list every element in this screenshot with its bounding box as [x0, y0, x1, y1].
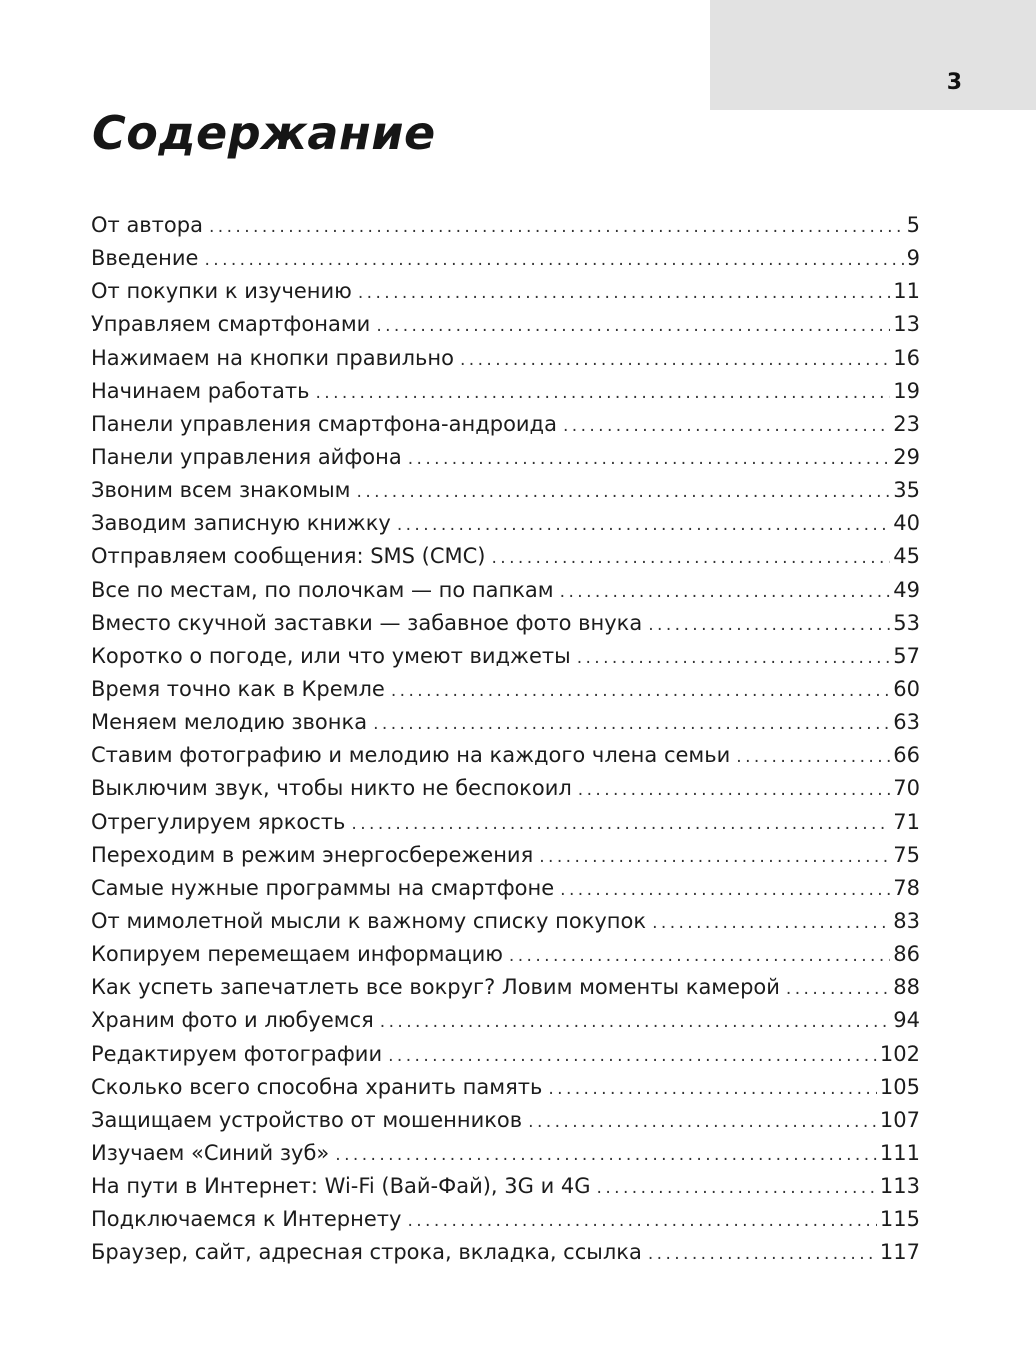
toc-entry[interactable]	[91, 607, 920, 640]
toc-entry[interactable]	[91, 308, 920, 341]
toc-entry[interactable]	[91, 1071, 920, 1104]
toc-entry[interactable]	[91, 507, 920, 540]
toc-entry-title: Защищаем устройство от мошенников	[91, 1107, 523, 1132]
toc-entry[interactable]	[91, 1104, 920, 1137]
dot-leader	[528, 1106, 877, 1137]
toc-entry-title: Как успеть запечатлеть все вокруг? Ловим моменты камерой	[91, 975, 780, 1000]
toc-entry-title: Копируем перемещаем информацию	[91, 942, 503, 967]
toc-entry-page-number: 88	[893, 975, 920, 1000]
dot-leader	[204, 244, 903, 275]
toc-entry[interactable]	[91, 474, 920, 507]
dot-leader	[560, 874, 890, 905]
toc-entry-title: Выключим звук, чтобы никто не беспокоил	[91, 776, 572, 801]
toc-entry-title: Отправляем сообщения: SMS (СМС)	[91, 544, 486, 569]
toc-entry[interactable]	[91, 640, 920, 673]
toc-entry-page-number: 5	[906, 213, 920, 237]
toc-entry-title: Переходим в режим энергосбережения	[91, 842, 534, 867]
toc-entry-page-number: 83	[893, 908, 920, 933]
toc-entry-page-number: 71	[893, 809, 920, 834]
toc-entry[interactable]	[91, 574, 920, 607]
toc-entry[interactable]	[91, 839, 920, 872]
toc-entry[interactable]	[91, 706, 920, 739]
toc-entry-title: Панели управления айфона	[91, 444, 402, 469]
dot-leader	[597, 1172, 877, 1203]
toc-entry-page-number: 105	[879, 1074, 920, 1099]
toc-entry-title: Самые нужные программы на смартфоне	[91, 875, 555, 900]
toc-entry[interactable]	[91, 1236, 920, 1269]
toc-entry[interactable]	[91, 242, 920, 275]
toc-entry-page-number: 70	[893, 776, 920, 801]
toc-entry-page-number: 75	[893, 842, 920, 867]
toc-entry-page-number: 78	[893, 875, 920, 900]
toc-entry-page-number: 63	[893, 710, 920, 735]
toc-entry-title: Введение	[91, 246, 199, 271]
toc-entry-title: Время точно как в Кремле	[91, 676, 385, 701]
toc-entry-page-number: 66	[893, 743, 920, 768]
dot-leader	[358, 277, 890, 308]
dot-leader	[648, 609, 890, 640]
dot-leader	[397, 509, 890, 540]
toc-entry-page-number: 16	[893, 345, 920, 370]
dot-leader	[335, 1139, 877, 1170]
toc-entry-title: Панели управления смартфона-андроида	[91, 411, 557, 436]
dot-leader	[539, 841, 890, 872]
toc-entry-title: Вместо скучной заставки — забавное фото внука	[91, 610, 643, 635]
toc-entry[interactable]	[91, 673, 920, 706]
toc-entry-page-number: 45	[893, 544, 920, 569]
toc-entry-page-number: 57	[893, 643, 920, 668]
toc-entry-page-number: 49	[893, 577, 920, 602]
toc-entry[interactable]	[91, 540, 920, 573]
toc-entry-title: Управляем смартфонами	[91, 312, 371, 337]
toc-entry[interactable]	[91, 408, 920, 441]
toc-entry-page-number: 9	[906, 246, 920, 271]
toc-entry-page-number: 102	[879, 1041, 920, 1066]
toc-entry-page-number: 23	[893, 411, 920, 436]
dot-leader	[563, 410, 890, 441]
toc-entry-title: Редактируем фотографии	[91, 1041, 383, 1066]
toc-entry-page-number: 40	[893, 511, 920, 536]
toc-entry-page-number: 53	[893, 610, 920, 635]
toc-entry[interactable]	[91, 209, 920, 242]
dot-leader	[388, 1040, 877, 1071]
toc-entry[interactable]	[91, 905, 920, 938]
toc-entry-page-number: 115	[879, 1207, 920, 1232]
toc-entry[interactable]	[91, 1170, 920, 1203]
dot-leader	[578, 774, 890, 805]
toc-entry[interactable]	[91, 1004, 920, 1037]
dot-leader	[577, 642, 891, 673]
toc-entry-title: Браузер, сайт, адресная строка, вкладка, ссылка	[91, 1240, 642, 1265]
table-of-contents	[91, 209, 920, 1270]
dot-leader	[492, 542, 891, 573]
toc-entry-page-number: 35	[893, 478, 920, 503]
toc-entry-page-number: 19	[893, 378, 920, 403]
dot-leader	[560, 576, 891, 607]
toc-entry-title: От мимолетной мысли к важному списку покупок	[91, 908, 647, 933]
toc-entry[interactable]	[91, 971, 920, 1004]
dot-leader	[652, 907, 890, 938]
toc-entry-title: Меняем мелодию звонка	[91, 710, 368, 735]
toc-entry-title: Звоним всем знакомым	[91, 478, 351, 503]
toc-entry-title: Начинаем работать	[91, 378, 310, 403]
toc-entry-title: Изучаем «Синий зуб»	[91, 1140, 330, 1165]
toc-entry[interactable]	[91, 342, 920, 375]
toc-entry-title: Отрегулируем яркость	[91, 809, 346, 834]
toc-entry[interactable]	[91, 1203, 920, 1236]
dot-leader	[786, 973, 890, 1004]
toc-entry-title: Ставим фотографию и мелодию на каждого члена семьи	[91, 743, 731, 768]
toc-entry-page-number: 111	[879, 1140, 920, 1165]
toc-entry-title: Коротко о погоде, или что умеют виджеты	[91, 643, 571, 668]
toc-entry-page-number: 86	[893, 942, 920, 967]
dot-leader	[357, 476, 891, 507]
toc-entry[interactable]	[91, 1137, 920, 1170]
toc-entry-title: Сколько всего способна хранить память	[91, 1074, 543, 1099]
toc-entry-title: Подключаемся к Интернету	[91, 1207, 402, 1232]
dot-leader	[373, 708, 890, 739]
toc-entry-page-number: 29	[893, 444, 920, 469]
dot-leader	[408, 443, 891, 474]
toc-entry[interactable]	[91, 1038, 920, 1071]
toc-entry[interactable]	[91, 275, 920, 308]
dot-leader	[407, 1205, 876, 1236]
toc-entry-title: Храним фото и любуемся	[91, 1008, 374, 1033]
toc-entry[interactable]	[91, 739, 920, 772]
toc-entry[interactable]	[91, 375, 920, 408]
toc-entry-title: От автора	[91, 213, 203, 237]
toc-entry-page-number: 113	[879, 1174, 920, 1199]
toc-entry-page-number: 94	[893, 1008, 920, 1033]
toc-entry[interactable]	[91, 441, 920, 474]
toc-entry-page-number: 107	[879, 1107, 920, 1132]
toc-entry-title: От покупки к изучению	[91, 279, 352, 304]
toc-entry[interactable]	[91, 772, 920, 805]
dot-leader	[391, 675, 890, 706]
toc-entry[interactable]	[91, 938, 920, 971]
toc-entry-page-number: 11	[893, 279, 920, 304]
dot-leader	[209, 211, 904, 242]
toc-entry[interactable]	[91, 806, 920, 839]
dot-leader	[315, 377, 890, 408]
page-number: 3	[946, 70, 962, 95]
page-title: Содержание	[92, 106, 436, 160]
dot-leader	[376, 310, 890, 341]
page-number-tab	[710, 0, 1036, 110]
dot-leader	[460, 344, 890, 375]
toc-entry-page-number: 60	[893, 676, 920, 701]
toc-entry-title: На пути в Интернет: Wi-Fi (Вай-Фай), 3G и 4G	[91, 1174, 591, 1199]
dot-leader	[380, 1006, 890, 1037]
toc-entry-page-number: 117	[879, 1240, 920, 1265]
toc-entry[interactable]	[91, 872, 920, 905]
toc-entry-title: Все по местам, по полочкам — по папкам	[91, 577, 554, 602]
dot-leader	[736, 741, 890, 772]
toc-entry-title: Нажимаем на кнопки правильно	[91, 345, 454, 370]
dot-leader	[509, 940, 890, 971]
dot-leader	[351, 808, 890, 839]
toc-entry-title: Заводим записную книжку	[91, 511, 391, 536]
dot-leader	[648, 1238, 877, 1269]
dot-leader	[548, 1073, 877, 1104]
toc-entry-page-number: 13	[893, 312, 920, 337]
